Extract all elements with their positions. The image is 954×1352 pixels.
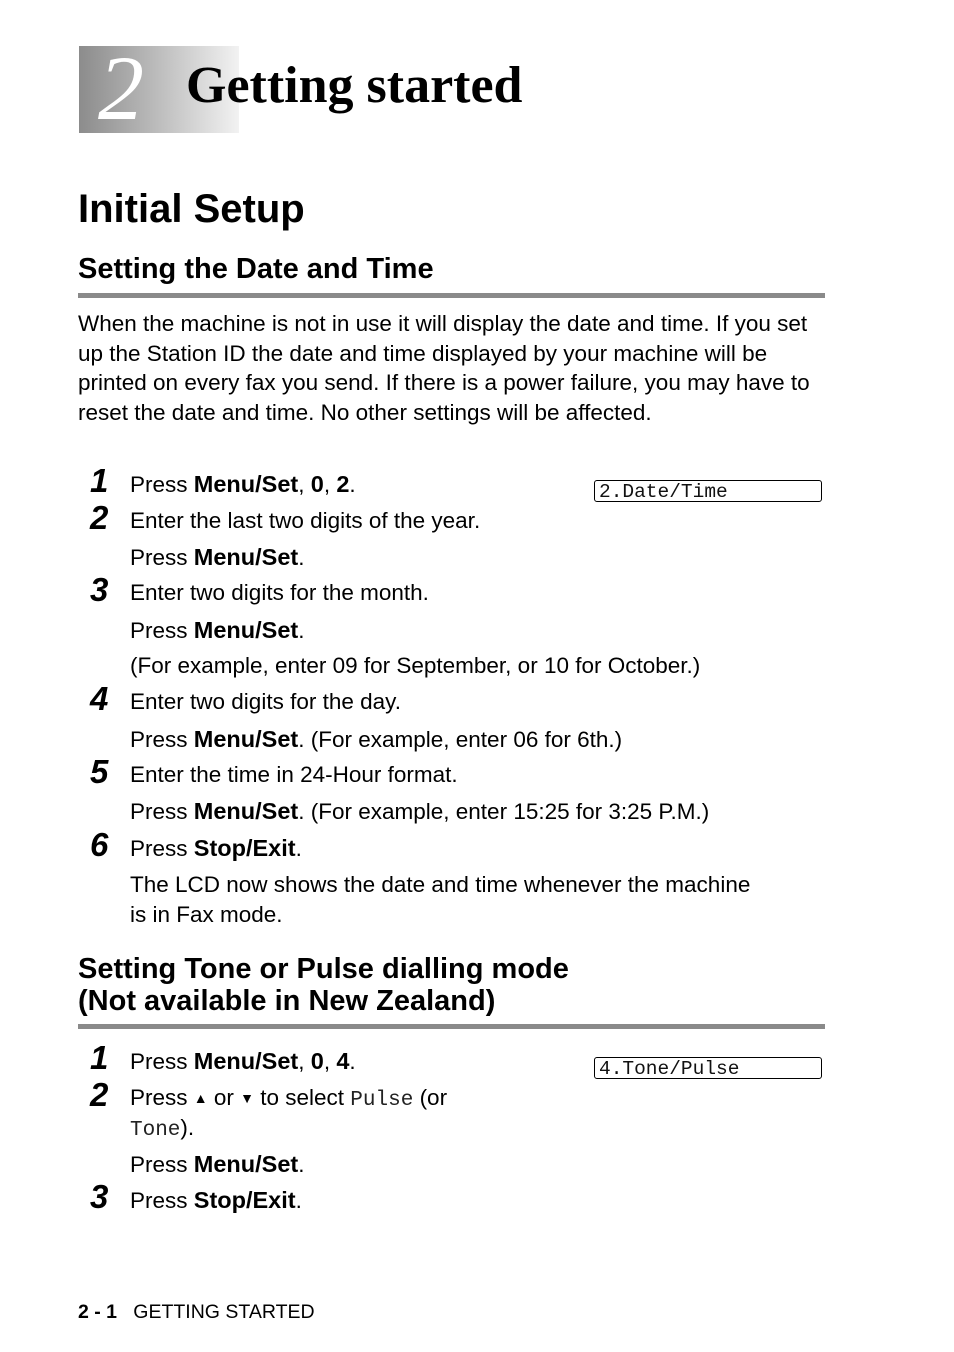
page-number: 2 - 1 [78,1301,118,1323]
option-pulse: Pulse [350,1089,414,1112]
step-line: Enter two digits for the month. [130,580,429,605]
option-tone: Tone [130,1119,181,1142]
step-line: Press Menu/Set. [130,1151,305,1177]
step-number: 2 [90,499,109,536]
chapter-title: Getting started [186,57,523,114]
step-line: Enter the time in 24-Hour format. [130,762,458,787]
step-number: 2 [90,1076,109,1113]
step-note: (For example, enter 09 for September, or 10 for October.) [130,653,701,678]
heading-rule [78,1024,825,1029]
step-number: 3 [90,571,109,608]
step-line: Enter two digits for the day. [130,689,401,714]
step-number: 5 [90,753,109,790]
key-label: Stop/Exit [193,1187,296,1213]
key-label: Menu/Set [193,798,299,824]
lcd-display: 4.Tone/Pulse [594,1057,822,1079]
key-label: Menu/Set [193,1048,299,1074]
step-line: Press Menu/Set. [130,544,305,570]
section-title: Initial Setup [78,187,305,231]
chapter-number: 2 [98,37,144,139]
step-line: Press Menu/Set. [130,617,305,643]
step-line: Tone). [130,1115,195,1142]
step-line: Press Menu/Set. (For example, enter 06 for 6th.) [130,726,623,752]
step-number: 1 [90,462,109,499]
step-note: The LCD now shows the date and time whenever the machine [130,872,751,897]
step-number: 3 [90,1178,109,1215]
step-line: Press Menu/Set, 0, 4. [130,1048,356,1074]
down-arrow-icon: ▼ [240,1090,254,1106]
step-number: 1 [90,1039,109,1076]
lcd-display: 2.Date/Time [594,480,822,502]
step-line: Press Menu/Set, 0, 2. [130,471,356,497]
step-line: Press ▲ or ▼ to select Pulse (or [130,1085,448,1112]
page-footer [78,1300,315,1324]
key-label: Menu/Set [193,726,299,752]
tone-pulse-subheading: (Not available in New Zealand) [78,985,496,1017]
key-label: Menu/Set [193,471,299,497]
step-line: Press Stop/Exit. [130,1187,302,1213]
up-arrow-icon: ▲ [193,1090,208,1106]
step-line: Press Menu/Set. (For example, enter 15:25 for 3:25 P.M.) [130,798,710,824]
date-time-intro: When the machine is not in use it will display the date and time. If you set up the Station ID the date and time displayed by your machine will be printed on every fax you send. If there is a power failure, you may have to reset the date and time. No other settings will be affected. [78,311,810,425]
key-label: Menu/Set [193,544,299,570]
step-note: is in Fax mode. [130,902,283,927]
step-line: Press Stop/Exit. [130,835,302,861]
step-number: 4 [90,680,109,717]
key-label: Stop/Exit [193,835,296,861]
date-time-heading: Setting the Date and Time [78,253,434,285]
footer-label: GETTING STARTED [133,1301,315,1323]
step-line: Enter the last two digits of the year. [130,508,481,533]
heading-rule [78,293,825,298]
key-label: Menu/Set [193,1151,299,1177]
tone-pulse-heading: Setting Tone or Pulse dialling mode [78,953,569,985]
key-label: Menu/Set [193,617,299,643]
step-number: 6 [90,826,109,863]
